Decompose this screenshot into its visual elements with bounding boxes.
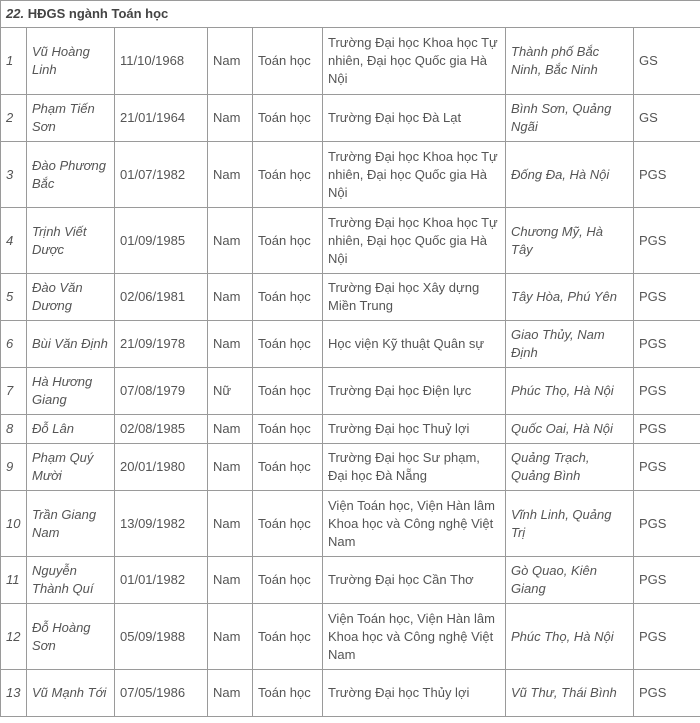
gender-cell: Nam xyxy=(208,557,253,604)
hometown-cell: Đống Đa, Hà Nội xyxy=(506,142,634,208)
institution-cell: Trường Đại học Xây dựng Miền Trung xyxy=(323,274,506,321)
hometown-cell: Gò Quao, Kiên Giang xyxy=(506,557,634,604)
institution-cell: Trường Đại học Thuỷ lợi xyxy=(323,415,506,444)
rank-title-cell: PGS xyxy=(634,557,700,604)
birth-date-cell: 13/09/1982 xyxy=(115,491,208,557)
rank-title-cell: PGS xyxy=(634,415,700,444)
rank-title-cell: GS xyxy=(634,95,700,142)
major-cell: Toán học xyxy=(253,557,323,604)
major-cell: Toán học xyxy=(253,368,323,415)
section-title-row xyxy=(1,1,700,28)
major-cell: Toán học xyxy=(253,670,323,717)
birth-date-cell: 21/01/1964 xyxy=(115,95,208,142)
table-row xyxy=(1,604,700,670)
rank-title-cell: PGS xyxy=(634,142,700,208)
full-name-cell: Trần Giang Nam xyxy=(27,491,115,557)
institution-cell: Học viện Kỹ thuật Quân sự xyxy=(323,321,506,368)
row-number-cell: 13 xyxy=(1,670,27,717)
institution-cell: Trường Đại học Thủy lợi xyxy=(323,670,506,717)
hometown-cell: Vũ Thư, Thái Bình xyxy=(506,670,634,717)
gender-cell: Nam xyxy=(208,95,253,142)
major-cell: Toán học xyxy=(253,274,323,321)
gender-cell: Nam xyxy=(208,670,253,717)
rank-title-cell: PGS xyxy=(634,670,700,717)
birth-date-cell: 05/09/1988 xyxy=(115,604,208,670)
row-number-cell: 10 xyxy=(1,491,27,557)
gender-cell: Nam xyxy=(208,321,253,368)
institution-cell: Viện Toán học, Viện Hàn lâm Khoa học và Công nghệ Việt Nam xyxy=(323,491,506,557)
gender-cell: Nam xyxy=(208,444,253,491)
row-number-cell: 8 xyxy=(1,415,27,444)
table-row xyxy=(1,28,700,95)
gender-cell: Nam xyxy=(208,604,253,670)
major-cell: Toán học xyxy=(253,444,323,491)
major-cell: Toán học xyxy=(253,491,323,557)
hometown-cell: Phúc Thọ, Hà Nội xyxy=(506,368,634,415)
institution-cell: Trường Đại học Khoa học Tự nhiên, Đại học Quốc gia Hà Nội xyxy=(323,142,506,208)
table-row xyxy=(1,670,700,717)
birth-date-cell: 02/06/1981 xyxy=(115,274,208,321)
hometown-cell: Phúc Thọ, Hà Nội xyxy=(506,604,634,670)
hometown-cell: Chương Mỹ, Hà Tây xyxy=(506,208,634,274)
table-row xyxy=(1,415,700,444)
full-name-cell: Phạm Quý Mười xyxy=(27,444,115,491)
row-number-cell: 2 xyxy=(1,95,27,142)
full-name-cell: Phạm Tiến Sơn xyxy=(27,95,115,142)
hometown-cell: Quảng Trạch, Quảng Bình xyxy=(506,444,634,491)
birth-date-cell: 01/09/1985 xyxy=(115,208,208,274)
institution-cell: Trường Đại học Khoa học Tự nhiên, Đại học Quốc gia Hà Nội xyxy=(323,28,506,95)
hometown-cell: Tây Hòa, Phú Yên xyxy=(506,274,634,321)
full-name-cell: Bùi Văn Định xyxy=(27,321,115,368)
section-title xyxy=(1,1,700,28)
gender-cell: Nam xyxy=(208,28,253,95)
birth-date-cell: 02/08/1985 xyxy=(115,415,208,444)
row-number-cell: 7 xyxy=(1,368,27,415)
major-cell: Toán học xyxy=(253,142,323,208)
birth-date-cell: 21/09/1978 xyxy=(115,321,208,368)
birth-date-cell: 01/01/1982 xyxy=(115,557,208,604)
full-name-cell: Hà Hương Giang xyxy=(27,368,115,415)
major-cell: Toán học xyxy=(253,28,323,95)
row-number-cell: 11 xyxy=(1,557,27,604)
institution-cell: Trường Đại học Đà Lạt xyxy=(323,95,506,142)
row-number-cell: 5 xyxy=(1,274,27,321)
institution-cell: Viện Toán học, Viện Hàn lâm Khoa học và Công nghệ Việt Nam xyxy=(323,604,506,670)
hometown-cell: Giao Thủy, Nam Định xyxy=(506,321,634,368)
gender-cell: Nam xyxy=(208,415,253,444)
hometown-cell: Vĩnh Linh, Quảng Trị xyxy=(506,491,634,557)
table-row xyxy=(1,274,700,321)
rank-title-cell: PGS xyxy=(634,208,700,274)
table-row xyxy=(1,142,700,208)
hometown-cell: Bình Sơn, Quảng Ngãi xyxy=(506,95,634,142)
major-cell: Toán học xyxy=(253,95,323,142)
major-cell: Toán học xyxy=(253,321,323,368)
full-name-cell: Đào Phương Bắc xyxy=(27,142,115,208)
rank-title-cell: PGS xyxy=(634,368,700,415)
full-name-cell: Vũ Mạnh Tới xyxy=(27,670,115,717)
full-name-cell: Đào Văn Dương xyxy=(27,274,115,321)
birth-date-cell: 07/08/1979 xyxy=(115,368,208,415)
hometown-cell: Thành phố Bắc Ninh, Bắc Ninh xyxy=(506,28,634,95)
table-row xyxy=(1,321,700,368)
rank-title-cell: PGS xyxy=(634,604,700,670)
table-row xyxy=(1,95,700,142)
gender-cell: Nam xyxy=(208,208,253,274)
row-number-cell: 6 xyxy=(1,321,27,368)
row-number-cell: 1 xyxy=(1,28,27,95)
table-row xyxy=(1,444,700,491)
birth-date-cell: 01/07/1982 xyxy=(115,142,208,208)
major-cell: Toán học xyxy=(253,604,323,670)
full-name-cell: Trịnh Viết Dược xyxy=(27,208,115,274)
row-number-cell: 4 xyxy=(1,208,27,274)
section-title-number: 22. xyxy=(6,6,25,21)
rank-title-cell: PGS xyxy=(634,274,700,321)
section-title-text: HĐGS ngành Toán học xyxy=(27,6,169,21)
table-row xyxy=(1,557,700,604)
row-number-cell: 12 xyxy=(1,604,27,670)
gender-cell: Nữ xyxy=(208,368,253,415)
table-row xyxy=(1,491,700,557)
rank-title-cell: PGS xyxy=(634,444,700,491)
institution-cell: Trường Đại học Điện lực xyxy=(323,368,506,415)
major-cell: Toán học xyxy=(253,208,323,274)
birth-date-cell: 11/10/1968 xyxy=(115,28,208,95)
rank-title-cell: PGS xyxy=(634,321,700,368)
institution-cell: Trường Đại học Cần Thơ xyxy=(323,557,506,604)
birth-date-cell: 20/01/1980 xyxy=(115,444,208,491)
gender-cell: Nam xyxy=(208,274,253,321)
row-number-cell: 3 xyxy=(1,142,27,208)
full-name-cell: Đỗ Lân xyxy=(27,415,115,444)
table-row xyxy=(1,208,700,274)
gender-cell: Nam xyxy=(208,491,253,557)
table-row xyxy=(1,368,700,415)
full-name-cell: Đỗ Hoàng Sơn xyxy=(27,604,115,670)
institution-cell: Trường Đại học Khoa học Tự nhiên, Đại học Quốc gia Hà Nội xyxy=(323,208,506,274)
gender-cell: Nam xyxy=(208,142,253,208)
birth-date-cell: 07/05/1986 xyxy=(115,670,208,717)
row-number-cell: 9 xyxy=(1,444,27,491)
full-name-cell: Nguyễn Thành Quí xyxy=(27,557,115,604)
table-body xyxy=(1,1,700,717)
full-name-cell: Vũ Hoàng Linh xyxy=(27,28,115,95)
hometown-cell: Quốc Oai, Hà Nội xyxy=(506,415,634,444)
major-cell: Toán học xyxy=(253,415,323,444)
institution-cell: Trường Đại học Sư phạm, Đại học Đà Nẵng xyxy=(323,444,506,491)
rank-title-cell: PGS xyxy=(634,491,700,557)
rank-title-cell: GS xyxy=(634,28,700,95)
